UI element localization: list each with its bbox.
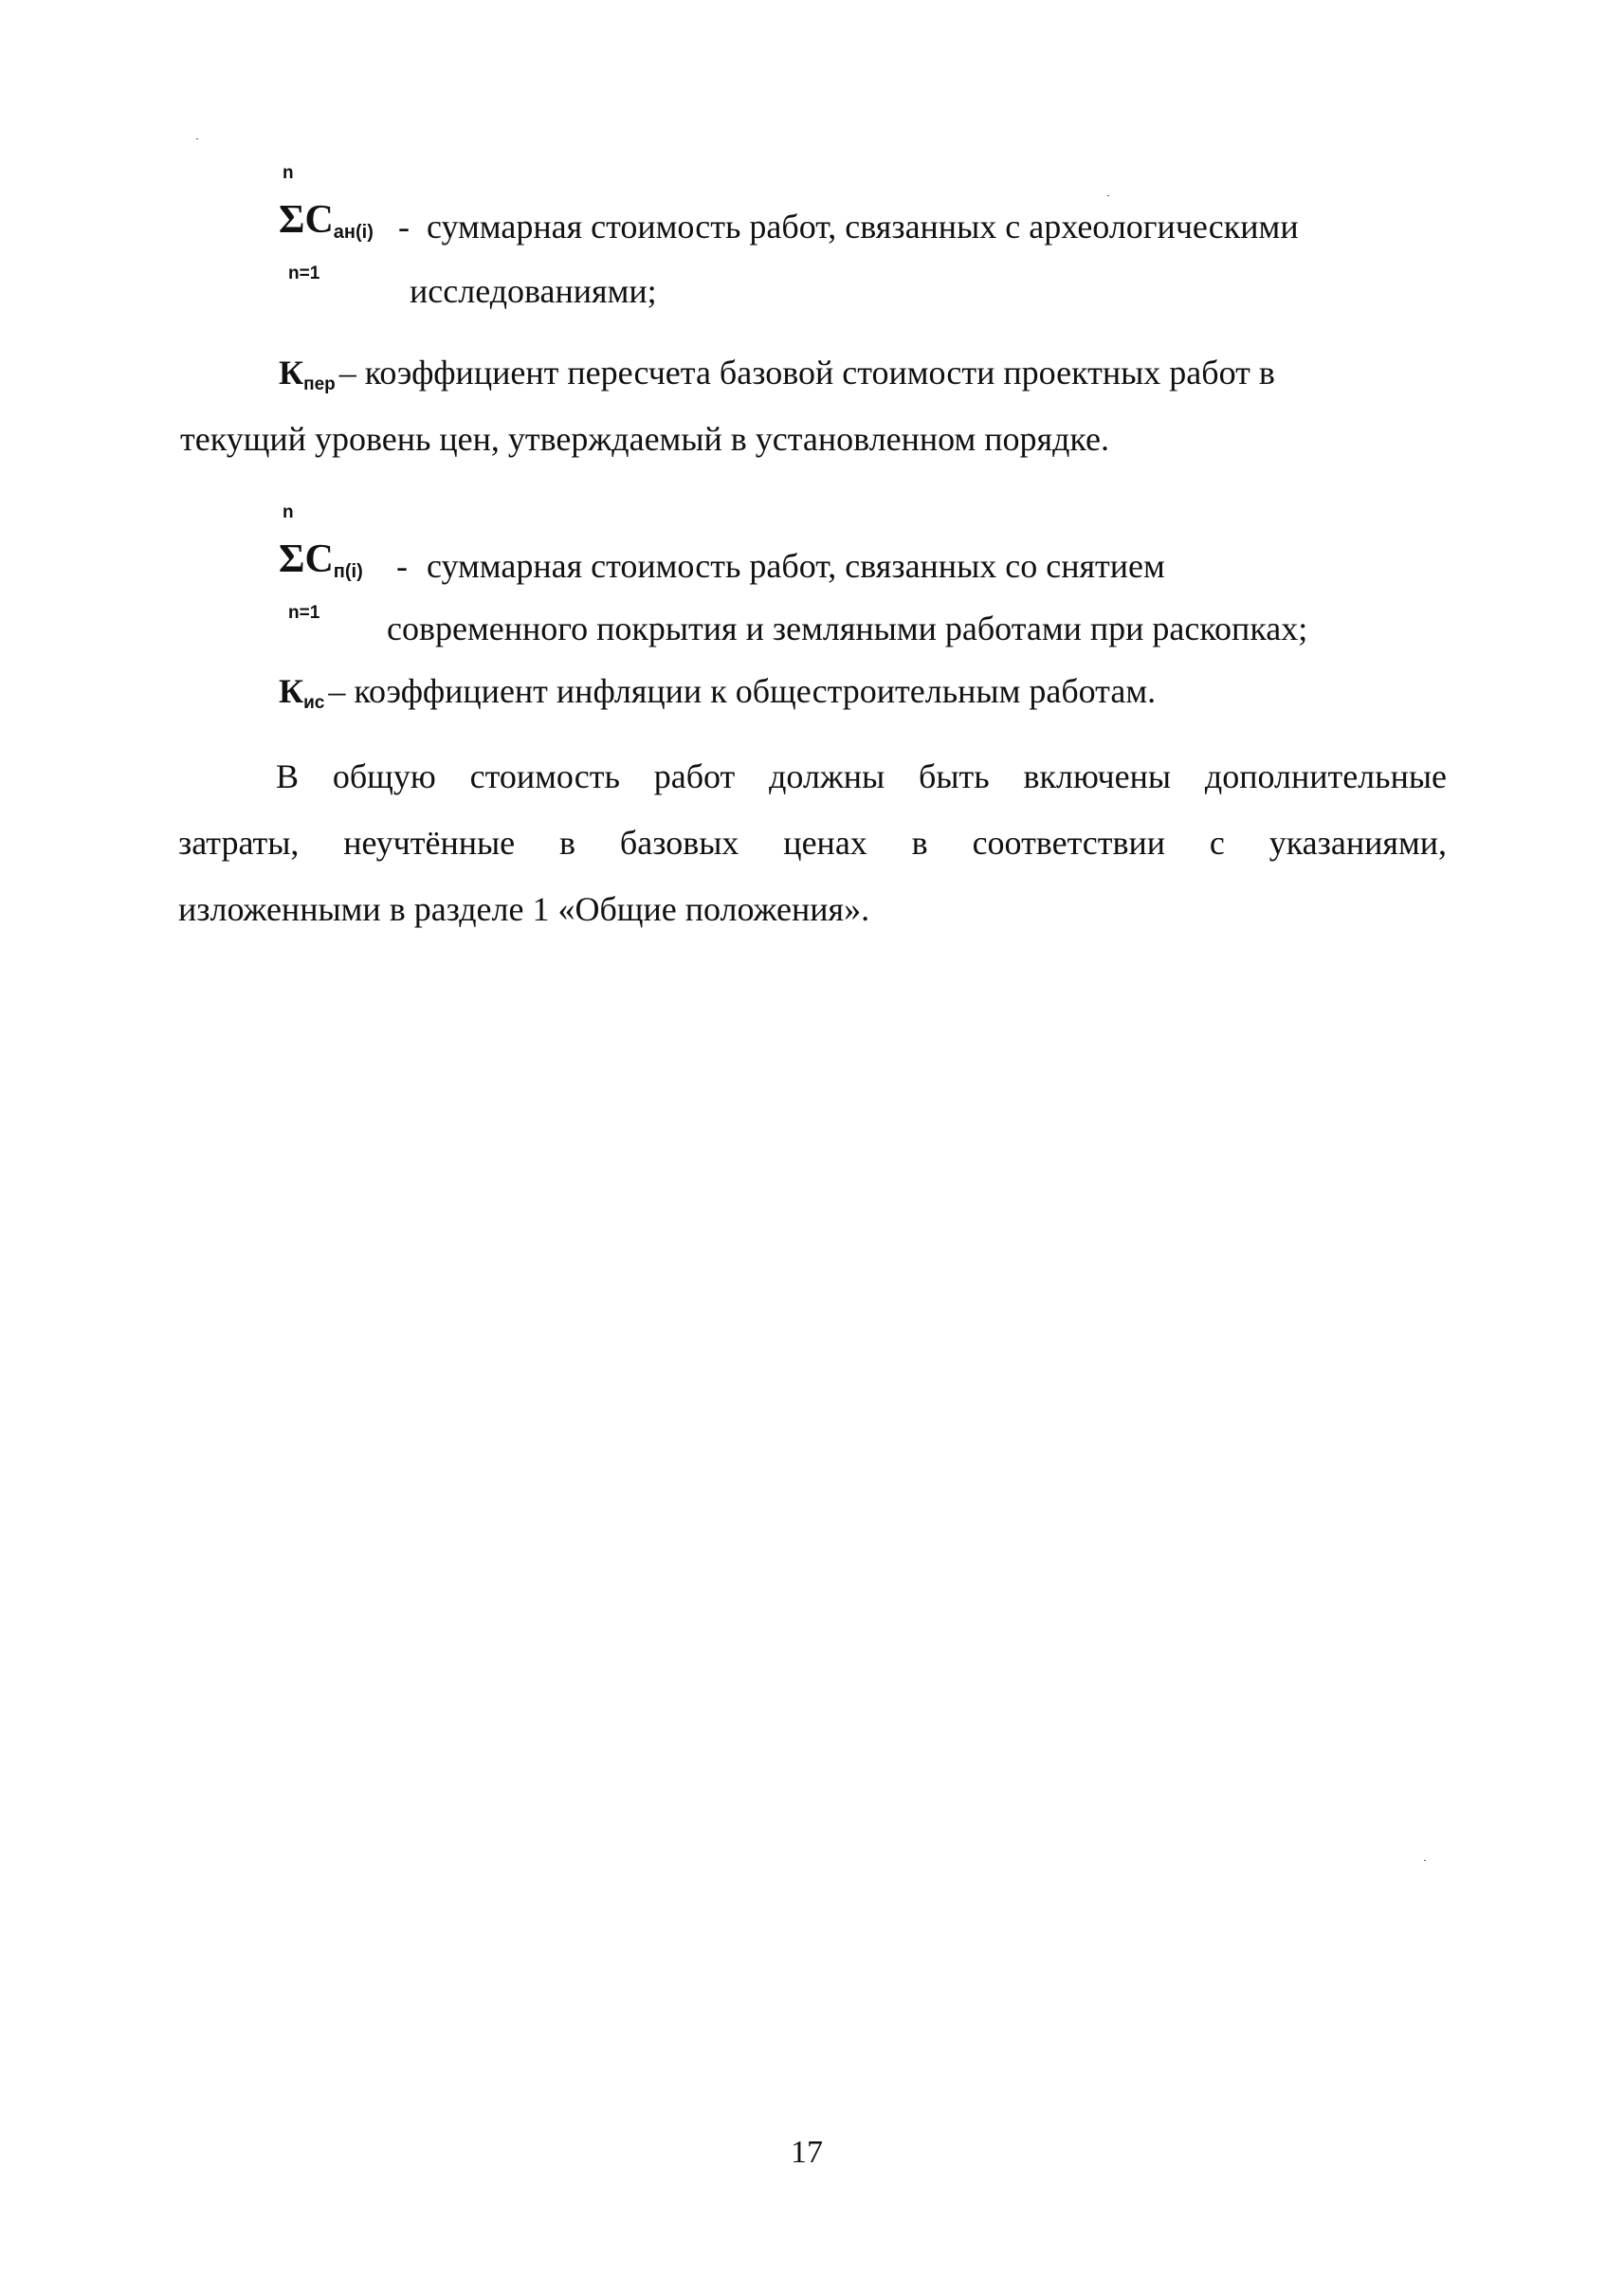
formula1-sigma: ΣC	[279, 198, 334, 242]
formula2-dash: -	[396, 547, 408, 585]
formula2-sigma: ΣC	[279, 537, 334, 581]
closing-paragraph-line2: затраты, неучтённые в базовых ценах в соответствии с указаниями,	[178, 824, 1447, 862]
formula1-description-line2: исследованиями;	[410, 272, 657, 310]
formula2-lower-limit: n=1	[288, 603, 320, 623]
page-number: 17	[791, 2135, 823, 2170]
formula1-upper-limit: n	[283, 163, 294, 183]
scan-speck	[1107, 195, 1109, 196]
scan-speck	[196, 138, 198, 139]
closing-paragraph-line3: изложенными в разделе 1 «Общие положения».	[178, 890, 870, 928]
closing-paragraph	[178, 743, 1447, 942]
scan-speck	[1424, 1860, 1426, 1861]
kper-text-line2: текущий уровень цен, утверждаемый в установленном порядке.	[180, 420, 1109, 458]
kis-symbol: $К_{ис}$	[279, 672, 325, 713]
formula1-subscript: ан(i)	[333, 222, 374, 243]
formula2-upper-limit: n	[283, 502, 294, 522]
formula2-description-line1: суммарная стоимость работ, связанных со снятием	[427, 547, 1165, 585]
formula2-subscript: п(i)	[333, 561, 363, 582]
kis-subscript: ис	[303, 693, 325, 713]
kper-symbol: $К_{пер}$	[279, 354, 336, 394]
formula1-lower-limit: n=1	[288, 264, 320, 283]
formula1-sum-symbol	[279, 197, 374, 244]
formula2-description-line2: современного покрытия и земляными работами при раскопках;	[387, 610, 1308, 647]
kper-text-line1: – коэффициент пересчета базовой стоимости проектных работ в	[338, 354, 1275, 392]
kper-subscript: пер	[303, 374, 336, 394]
formula1-dash: -	[398, 208, 410, 246]
kis-definition	[279, 671, 1156, 714]
formula2-sum-symbol	[279, 537, 363, 583]
formula1-description-line1: суммарная стоимость работ, связанных с археологическими	[427, 208, 1299, 246]
closing-paragraph-line1: В общую стоимость работ должны быть включены дополнительные	[276, 757, 1447, 795]
kis-text: – коэффициент инфляции к общестроительным работам.	[328, 672, 1157, 710]
kper-definition-line1	[279, 353, 1275, 395]
